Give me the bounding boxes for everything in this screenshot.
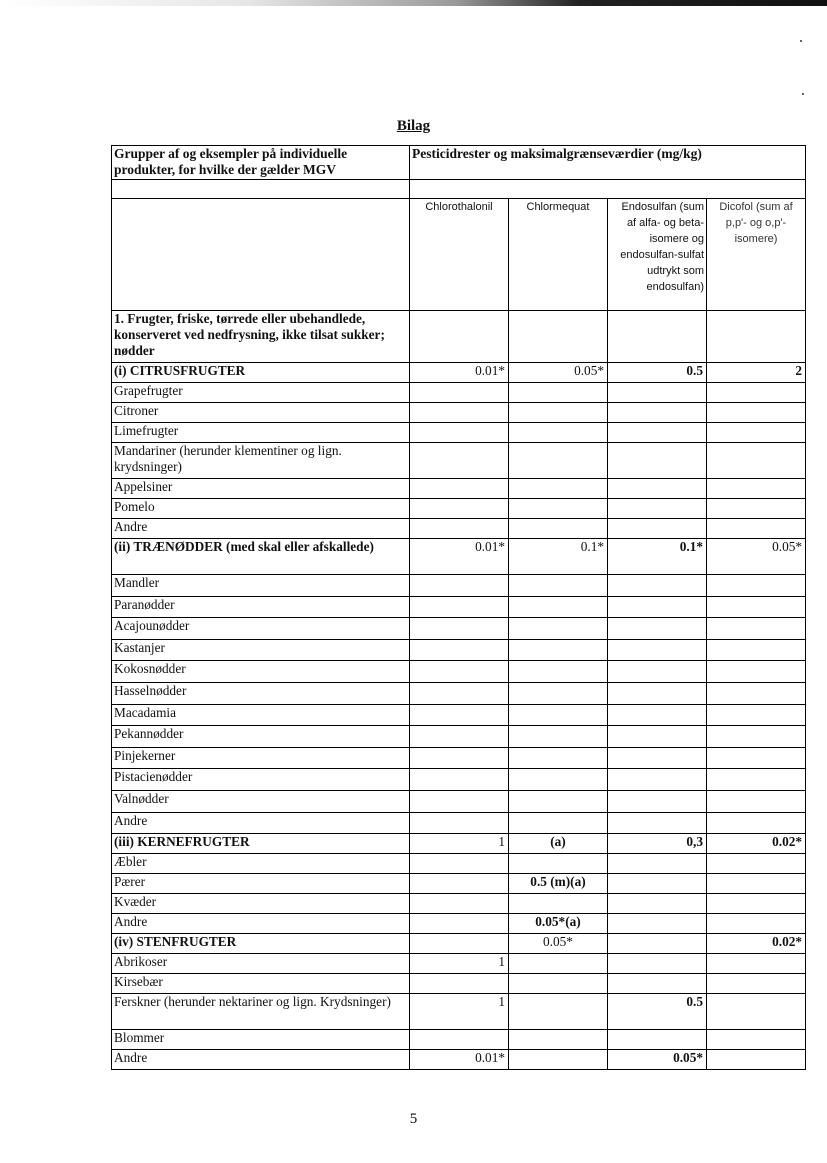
table-row: [112, 596, 806, 618]
value-cell: [608, 726, 707, 748]
product-label: Ferskner (herunder nektariner og lign. Krydsninger): [112, 994, 410, 1030]
value-cell: 0,3: [608, 834, 707, 854]
value-cell: [410, 423, 509, 443]
value-cell: [707, 874, 806, 894]
value-cell: 1: [410, 954, 509, 974]
value-cell: [608, 575, 707, 597]
value-cell: [410, 874, 509, 894]
category-row: [112, 363, 806, 383]
value-cell: [707, 747, 806, 769]
value-cell: [707, 769, 806, 791]
table-row: [112, 726, 806, 748]
value-cell: [608, 423, 707, 443]
value-cell: [410, 1030, 509, 1050]
table-row: [112, 854, 806, 874]
value-cell: [509, 499, 608, 519]
category-row: [112, 834, 806, 854]
value-cell: [509, 383, 608, 403]
value-cell: [509, 575, 608, 597]
table-row: [112, 383, 806, 403]
table-row: [112, 914, 806, 934]
product-label: Acajounødder: [112, 618, 410, 640]
column-chlorothalonil: Chlorothalonil: [410, 199, 509, 311]
value-cell: [707, 974, 806, 994]
value-cell: [410, 726, 509, 748]
value-cell: [509, 661, 608, 683]
scan-edge: [0, 0, 827, 6]
category-label: (ii) TRÆNØDDER (med skal eller afskallede): [112, 539, 410, 575]
value-cell: 0.1*: [608, 539, 707, 575]
category-label: (i) CITRUSFRUGTER: [112, 363, 410, 383]
value-cell: [410, 403, 509, 423]
value-cell: [509, 769, 608, 791]
value-cell: [410, 747, 509, 769]
pesticide-column-header: Pesticidrester og maksimalgrænseværdier (mg/kg): [410, 146, 806, 180]
product-label: Kvæder: [112, 894, 410, 914]
spacer-cell: [410, 180, 806, 199]
value-cell: 0.05*: [509, 363, 608, 383]
section-heading: 1. Frugter, friske, tørrede eller ubehandlede, konserveret ved nedfrysning, ikke tilsat sukker; nødder: [112, 311, 410, 363]
value-cell: [608, 311, 707, 363]
value-cell: [707, 726, 806, 748]
product-label: Paranødder: [112, 596, 410, 618]
table-row: [112, 519, 806, 539]
product-label: Mandler: [112, 575, 410, 597]
group-column-header: Grupper af og eksempler på individuelle produkter, for hvilke der gælder MGV: [112, 146, 410, 180]
value-cell: [509, 790, 608, 812]
value-cell: [707, 704, 806, 726]
value-cell: [410, 914, 509, 934]
value-cell: [707, 383, 806, 403]
value-cell: [410, 596, 509, 618]
substance-header-row: [112, 199, 806, 311]
column-chlormequat: Chlormequat: [509, 199, 608, 311]
product-label: Andre: [112, 519, 410, 539]
product-label: Pistacienødder: [112, 769, 410, 791]
product-label: Grapefrugter: [112, 383, 410, 403]
category-label: (iii) KERNEFRUGTER: [112, 834, 410, 854]
value-cell: (a): [509, 834, 608, 854]
value-cell: [707, 790, 806, 812]
value-cell: [509, 812, 608, 834]
value-cell: 1: [410, 834, 509, 854]
value-cell: [509, 682, 608, 704]
value-cell: [707, 618, 806, 640]
table-row: [112, 682, 806, 704]
value-cell: [410, 311, 509, 363]
value-cell: [509, 423, 608, 443]
value-cell: [509, 726, 608, 748]
value-cell: [608, 443, 707, 479]
substance-header-blank: [112, 199, 410, 311]
product-label: Kokosnødder: [112, 661, 410, 683]
value-cell: [410, 639, 509, 661]
value-cell: [707, 1050, 806, 1070]
value-cell: [707, 519, 806, 539]
value-cell: [608, 894, 707, 914]
product-label: Pekannødder: [112, 726, 410, 748]
value-cell: [410, 974, 509, 994]
value-cell: [410, 790, 509, 812]
product-label: Blommer: [112, 1030, 410, 1050]
table-row: [112, 874, 806, 894]
product-label: Macadamia: [112, 704, 410, 726]
value-cell: 0.5: [608, 363, 707, 383]
value-cell: [707, 854, 806, 874]
value-cell: 0.02*: [707, 934, 806, 954]
value-cell: 0.5 (m)(a): [509, 874, 608, 894]
value-cell: [509, 704, 608, 726]
table-row: [112, 790, 806, 812]
product-label: Appelsiner: [112, 479, 410, 499]
value-cell: 1: [410, 994, 509, 1030]
table-row: [112, 423, 806, 443]
value-cell: [410, 618, 509, 640]
product-label: Abrikoser: [112, 954, 410, 974]
value-cell: [410, 479, 509, 499]
page-number: 5: [409, 1111, 418, 1127]
table-row: [112, 403, 806, 423]
table-row: [112, 704, 806, 726]
value-cell: 0.05*(a): [509, 914, 608, 934]
value-cell: 0.01*: [410, 1050, 509, 1070]
category-row: [112, 539, 806, 575]
value-cell: 2: [707, 363, 806, 383]
value-cell: [509, 519, 608, 539]
value-cell: [608, 499, 707, 519]
value-cell: [509, 974, 608, 994]
value-cell: [608, 874, 707, 894]
product-label: Kastanjer: [112, 639, 410, 661]
value-cell: [707, 403, 806, 423]
category-row: [112, 934, 806, 954]
value-cell: [707, 639, 806, 661]
value-cell: [410, 854, 509, 874]
product-label: Mandariner (herunder klementiner og lign. krydsninger): [112, 443, 410, 479]
value-cell: 0.01*: [410, 363, 509, 383]
value-cell: [707, 914, 806, 934]
column-endosulfan: Endosulfan (sum af alfa- og beta- isomere og endosulfan-sulfat udtrykt som endosulfan): [608, 199, 707, 311]
value-cell: [410, 934, 509, 954]
value-cell: [608, 639, 707, 661]
value-cell: [707, 423, 806, 443]
value-cell: [410, 661, 509, 683]
value-cell: [707, 682, 806, 704]
value-cell: [410, 704, 509, 726]
product-label: Kirsebær: [112, 974, 410, 994]
value-cell: [707, 596, 806, 618]
value-cell: 0.02*: [707, 834, 806, 854]
value-cell: [707, 575, 806, 597]
value-cell: [608, 974, 707, 994]
scan-speck: [800, 40, 802, 42]
value-cell: [410, 682, 509, 704]
value-cell: [608, 479, 707, 499]
spacer-cell: [112, 180, 410, 199]
value-cell: [608, 747, 707, 769]
value-cell: 0.01*: [410, 539, 509, 575]
section-row: [112, 311, 806, 363]
value-cell: 0.05*: [707, 539, 806, 575]
value-cell: [410, 894, 509, 914]
value-cell: [608, 1030, 707, 1050]
value-cell: [410, 575, 509, 597]
table-header-row: [112, 146, 806, 180]
value-cell: [707, 894, 806, 914]
table-row: [112, 443, 806, 479]
product-label: Pomelo: [112, 499, 410, 519]
table-row: [112, 1030, 806, 1050]
value-cell: [509, 747, 608, 769]
value-cell: [707, 443, 806, 479]
value-cell: [410, 519, 509, 539]
product-label: Valnødder: [112, 790, 410, 812]
value-cell: [707, 954, 806, 974]
value-cell: [410, 443, 509, 479]
table-row: [112, 894, 806, 914]
value-cell: [410, 812, 509, 834]
value-cell: [608, 403, 707, 423]
table-row: [112, 1050, 806, 1070]
value-cell: [509, 596, 608, 618]
table-row: [112, 994, 806, 1030]
value-cell: 0.5: [608, 994, 707, 1030]
value-cell: [509, 479, 608, 499]
value-cell: [509, 854, 608, 874]
value-cell: [608, 596, 707, 618]
product-label: Limefrugter: [112, 423, 410, 443]
value-cell: [608, 790, 707, 812]
mrl-table: [111, 145, 806, 1070]
table-row: [112, 639, 806, 661]
table-row: [112, 974, 806, 994]
product-label: Andre: [112, 1050, 410, 1070]
value-cell: 0.05*: [509, 934, 608, 954]
value-cell: [509, 894, 608, 914]
column-dicofol: Dicofol (sum af p,p'- og o,p'-isomere): [707, 199, 806, 311]
value-cell: [707, 1030, 806, 1050]
value-cell: [509, 443, 608, 479]
table-row: [112, 954, 806, 974]
category-label: (iv) STENFRUGTER: [112, 934, 410, 954]
value-cell: [608, 618, 707, 640]
value-cell: [509, 1030, 608, 1050]
value-cell: [608, 934, 707, 954]
value-cell: [509, 403, 608, 423]
product-label: Andre: [112, 914, 410, 934]
value-cell: [410, 383, 509, 403]
value-cell: 0.05*: [608, 1050, 707, 1070]
page-title: Bilag: [396, 118, 431, 134]
value-cell: [608, 854, 707, 874]
value-cell: [509, 618, 608, 640]
value-cell: [608, 682, 707, 704]
table-row: [112, 661, 806, 683]
value-cell: [509, 954, 608, 974]
product-label: Æbler: [112, 854, 410, 874]
value-cell: [707, 661, 806, 683]
product-label: Hasselnødder: [112, 682, 410, 704]
value-cell: [608, 519, 707, 539]
value-cell: [509, 1050, 608, 1070]
value-cell: [707, 479, 806, 499]
product-label: Pærer: [112, 874, 410, 894]
table-row: [112, 479, 806, 499]
value-cell: [707, 994, 806, 1030]
value-cell: [608, 812, 707, 834]
value-cell: [608, 661, 707, 683]
value-cell: [509, 994, 608, 1030]
value-cell: [707, 499, 806, 519]
value-cell: [410, 499, 509, 519]
value-cell: [707, 812, 806, 834]
value-cell: [608, 954, 707, 974]
product-label: Citroner: [112, 403, 410, 423]
value-cell: [608, 704, 707, 726]
table-row: [112, 499, 806, 519]
value-cell: 0.1*: [509, 539, 608, 575]
product-label: Andre: [112, 812, 410, 834]
table-row: [112, 769, 806, 791]
value-cell: [608, 383, 707, 403]
product-label: Pinjekerner: [112, 747, 410, 769]
value-cell: [410, 769, 509, 791]
value-cell: [707, 311, 806, 363]
table-row: [112, 575, 806, 597]
table-row: [112, 618, 806, 640]
value-cell: [608, 769, 707, 791]
table-row: [112, 812, 806, 834]
spacer-row: [112, 180, 806, 199]
table-row: [112, 747, 806, 769]
scan-speck: [802, 93, 804, 95]
value-cell: [509, 639, 608, 661]
value-cell: [509, 311, 608, 363]
value-cell: [608, 914, 707, 934]
